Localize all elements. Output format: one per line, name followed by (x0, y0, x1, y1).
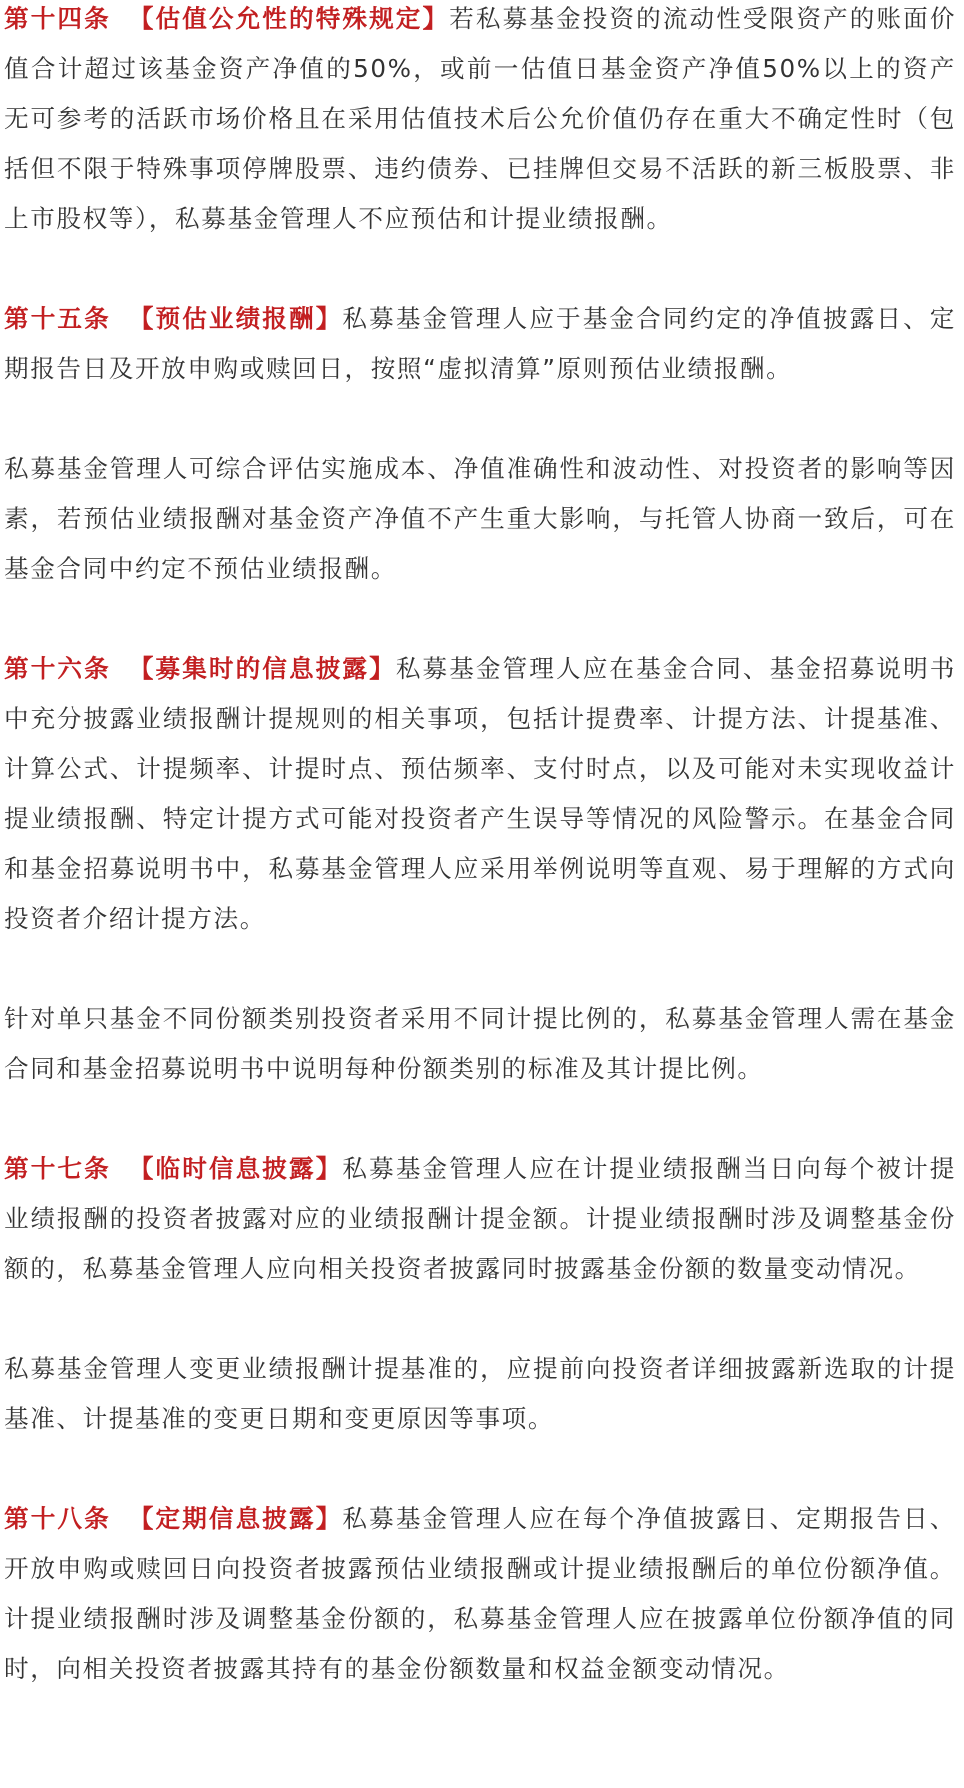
article-14-title: 【估值公允性的特殊规定】 (128, 4, 450, 33)
paragraph-spacer (4, 594, 956, 644)
article-16-paragraph-2: 针对单只基金不同份额类别投资者采用不同计提比例的，私募基金管理人需在基金合同和基金招募说明书中说明每种份额类别的标准及其计提比例。 (4, 1004, 956, 1083)
paragraph-spacer (4, 1094, 956, 1144)
article-15-body: 私募基金管理人应于基金合同约定的净值披露日、定期报告日及开放申购或赎回日，按照“虚拟清算”原则预估业绩报酬。 (4, 304, 957, 383)
article-14-number: 第十四条 (4, 4, 111, 33)
article-18-paragraph (4, 1494, 956, 1694)
article-17-body: 私募基金管理人应在计提业绩报酬当日向每个被计提业绩报酬的投资者披露对应的业绩报酬计提金额。计提业绩报酬时涉及调整基金份额的，私募基金管理人应向相关投资者披露同时披露基金份额的数量变动情况。 (4, 1154, 957, 1283)
article-16-title: 【募集时的信息披露】 (128, 654, 396, 683)
article-17-title: 【临时信息披露】 (128, 1154, 343, 1183)
article-18-number: 第十八条 (4, 1504, 111, 1533)
article-15-title: 【预估业绩报酬】 (128, 304, 343, 333)
paragraph-spacer (4, 944, 956, 994)
article-18-title: 【定期信息披露】 (128, 1504, 343, 1533)
paragraph-spacer (4, 1294, 956, 1344)
article-17-paragraph-2: 私募基金管理人变更业绩报酬计提基准的，应提前向投资者详细披露新选取的计提基准、计提基准的变更日期和变更原因等事项。 (4, 1354, 956, 1433)
paragraph-spacer (4, 394, 956, 444)
article-16-number: 第十六条 (4, 654, 111, 683)
article-16-body: 私募基金管理人应在基金合同、基金招募说明书中充分披露业绩报酬计提规则的相关事项，包括计提费率、计提方法、计提基准、计算公式、计提频率、计提时点、预估频率、支付时点，以及可能对未实现收益计提业绩报酬、特定计提方式可能对投资者产生误导等情况的风险警示。在基金合同和基金招募说明书中，私募基金管理人应采用举例说明等直观、易于理解的方式向投资者介绍计提方法。 (4, 654, 956, 933)
article-14-body: 若私募基金投资的流动性受限资产的账面价值合计超过该基金资产净值的50%，或前一估值日基金资产净值50%以上的资产无可参考的活跃市场价格且在采用估值技术后公允价值仍存在重大不确定性时（包括但不限于特殊事项停牌股票、违约债券、已挂牌但交易不活跃的新三板股票、非上市股权等），私募基金管理人不应预估和计提业绩报酬。 (4, 4, 957, 233)
paragraph-spacer (4, 244, 956, 294)
article-15-paragraph (4, 294, 956, 394)
article-17-paragraph (4, 1144, 956, 1294)
article-15-paragraph-2: 私募基金管理人可综合评估实施成本、净值准确性和波动性、对投资者的影响等因素，若预估业绩报酬对基金资产净值不产生重大影响，与托管人协商一致后，可在基金合同中约定不预估业绩报酬。 (4, 454, 956, 583)
paragraph-spacer (4, 1444, 956, 1494)
article-17-number: 第十七条 (4, 1154, 111, 1183)
article-16-paragraph (4, 644, 956, 944)
article-14-paragraph (4, 0, 956, 244)
article-15-number: 第十五条 (4, 304, 111, 333)
article-18-body: 私募基金管理人应在每个净值披露日、定期报告日、开放申购或赎回日向投资者披露预估业绩报酬或计提业绩报酬后的单位份额净值。计提业绩报酬时涉及调整基金份额的，私募基金管理人应在披露单位份额净值的同时，向相关投资者披露其持有的基金份额数量和权益金额变动情况。 (4, 1504, 957, 1683)
